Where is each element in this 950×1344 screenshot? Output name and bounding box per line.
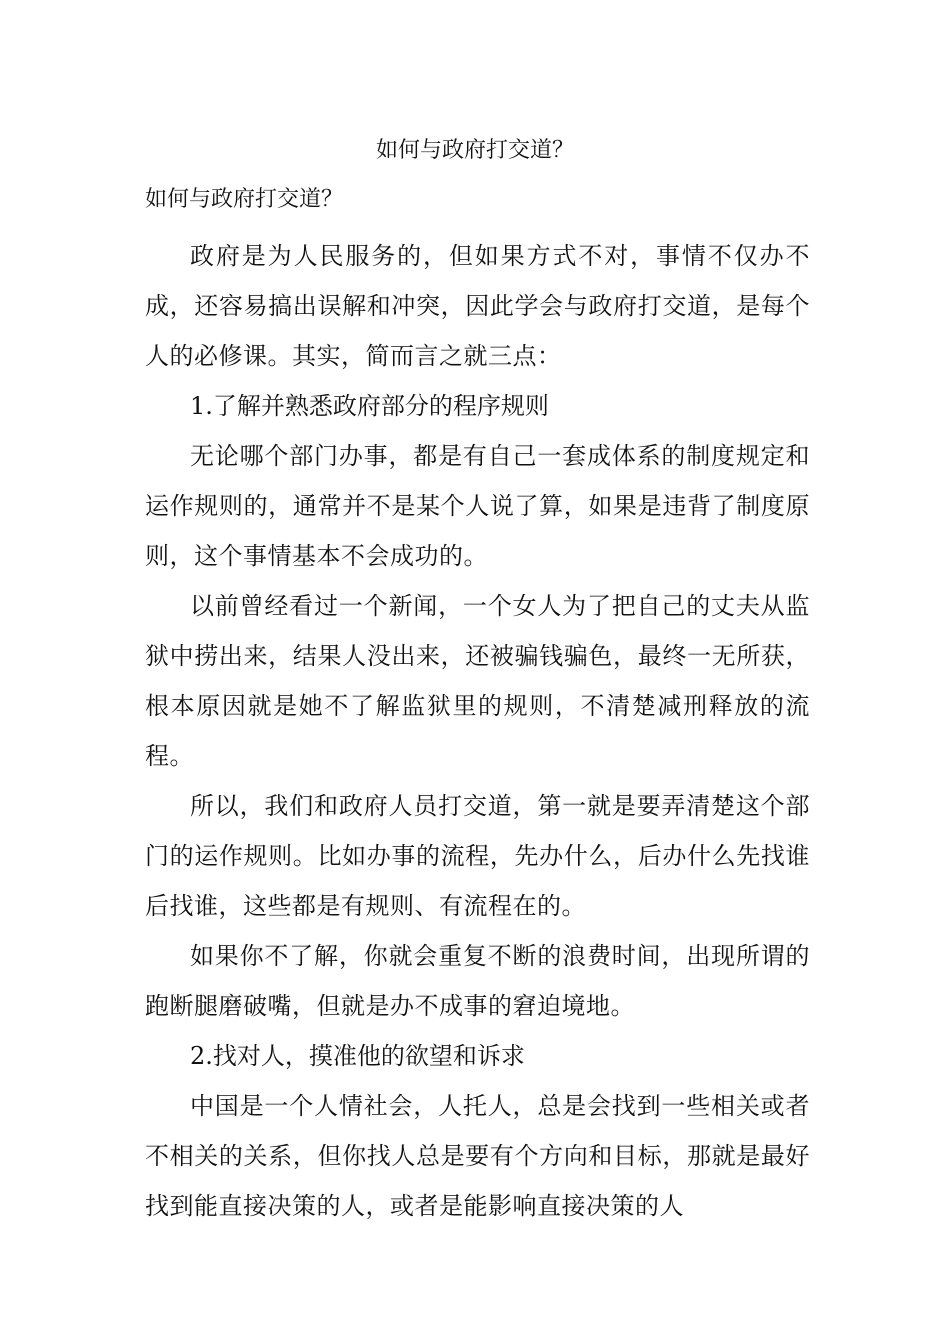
section-1-paragraph-2: 以前曾经看过一个新闻，一个女人为了把自己的丈夫从监狱中捞出来，结果人没出来，还被骗钱骗色，最终一无所获，根本原因就是她不了解监狱里的规则，不清楚减刑释放的流程。 xyxy=(145,592,810,770)
section-1-paragraph-4: 如果你不了解，你就会重复不断的浪费时间，出现所谓的跑断腿磨破嘴，但就是办不成事的窘迫境地。 xyxy=(145,942,810,1020)
document-body xyxy=(145,181,810,1231)
document-subtitle: 如何与政府打交道？ xyxy=(145,187,344,212)
document-title: 如何与政府打交道？ xyxy=(375,138,574,163)
intro-paragraph: 政府是为人民服务的，但如果方式不对，事情不仅办不成，还容易搞出误解和冲突，因此学会与政府打交道，是每个人的必修课。其实，简而言之就三点： xyxy=(145,242,810,370)
section-1-paragraph-1: 无论哪个部门办事，都是有自己一套成体系的制度规定和运作规则的，通常并不是某个人说了算，如果是违背了制度原则，这个事情基本不会成功的。 xyxy=(145,442,810,570)
section-1-heading: 1.了解并熟悉政府部分的程序规则 xyxy=(190,392,549,420)
section-2-paragraph-1: 中国是一个人情社会，人托人，总是会找到一些相关或者不相关的关系，但你找人总是要有个方向和目标，那就是最好找到能直接决策的人，或者是能影响直接决策的人 xyxy=(145,1092,810,1220)
section-1-paragraph-3: 所以，我们和政府人员打交道，第一就是要弄清楚这个部门的运作规则。比如办事的流程，先办什么，后办什么先找谁后找谁，这些都是有规则、有流程在的。 xyxy=(145,792,810,920)
section-2-heading: 2.找对人，摸准他的欲望和诉求 xyxy=(190,1042,525,1070)
